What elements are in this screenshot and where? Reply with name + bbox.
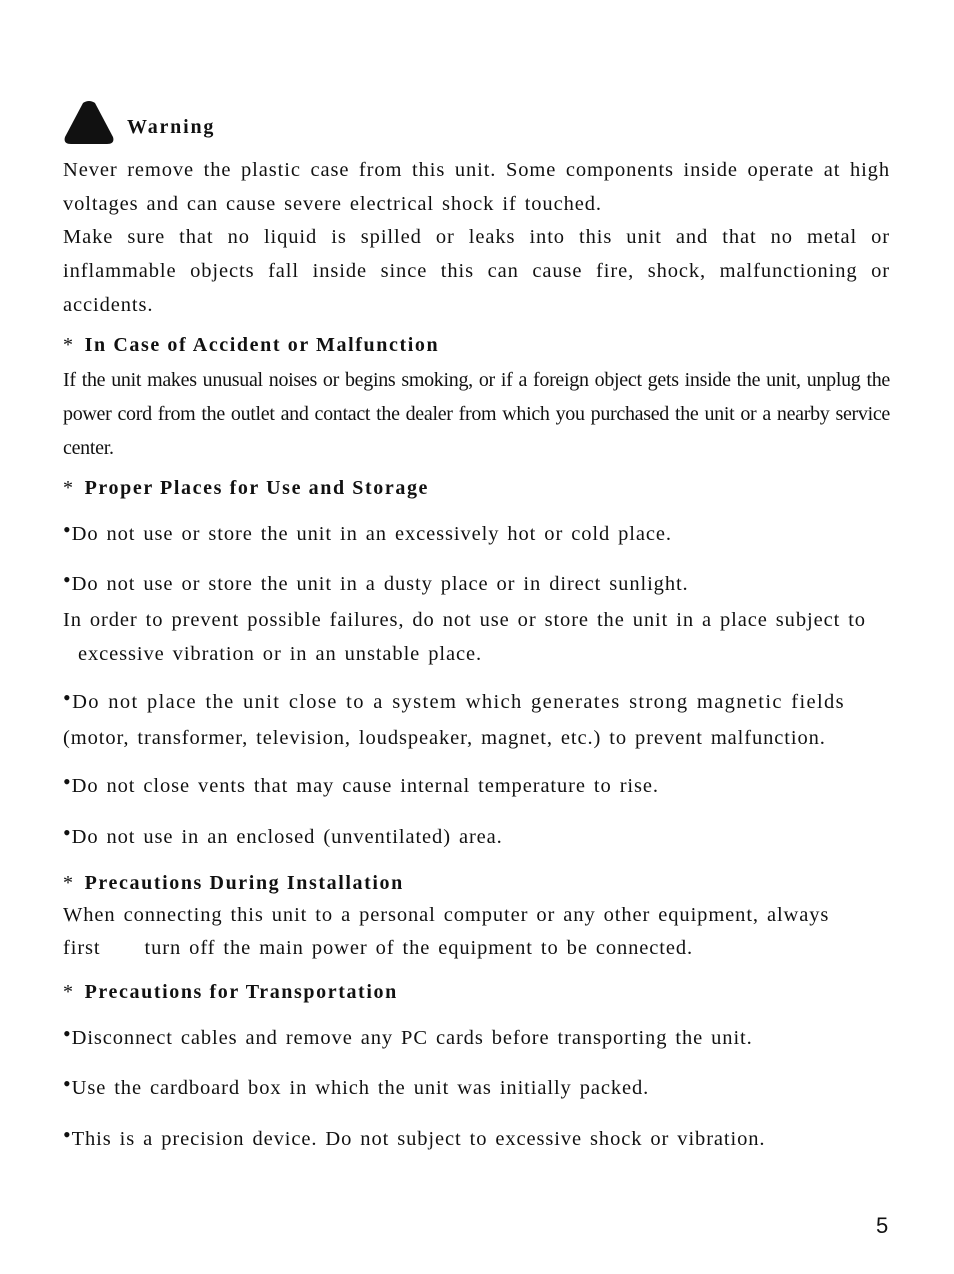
bullet-dot: • xyxy=(63,769,72,794)
installation-line-2 xyxy=(63,937,890,960)
heading-asterisk: * xyxy=(63,981,75,1003)
transport-title: Precautions for Transportation xyxy=(84,981,398,1003)
heading-asterisk: * xyxy=(63,872,75,894)
bullet-text: Disconnect cables and remove any PC cards before transporting the unit. xyxy=(71,1027,753,1049)
bullet-dot: • xyxy=(63,820,72,845)
warning-triangle-icon xyxy=(63,100,115,146)
bullet-text: Do not place the unit close to a system which generates strong magnetic fields xyxy=(72,691,845,713)
accident-body: If the unit makes unusual noises or begins smoking, or if a foreign object gets inside the unit, unplug the power cord from the outlet and contact the dealer from which you purchased the unit or a nearby service center. xyxy=(63,369,890,459)
storage-heading xyxy=(63,477,890,500)
storage-bullet-1 xyxy=(63,517,890,546)
heading-asterisk: * xyxy=(63,477,75,499)
transport-bullet-1 xyxy=(63,1021,890,1050)
installation-heading xyxy=(63,872,890,895)
installation-line-1: When connecting this unit to a personal computer or any other equipment, always xyxy=(63,904,830,926)
accident-heading xyxy=(63,334,890,357)
storage-bullet-3 xyxy=(63,685,890,714)
storage-bullet-2 xyxy=(63,567,890,596)
bullet-text: Do not use or store the unit in an excessively hot or cold place. xyxy=(71,523,672,545)
bullet-text: Do not use or store the unit in a dusty place or in direct sunlight. xyxy=(71,573,689,595)
installation-title: Precautions During Installation xyxy=(84,872,404,894)
bullet-dot: • xyxy=(63,1071,72,1096)
bullet-text: Do not use in an enclosed (unventilated) area. xyxy=(71,826,503,848)
page-number: 5 xyxy=(876,1213,889,1238)
warning-heading xyxy=(63,98,890,144)
bullet-text: This is a precision device. Do not subject to excessive shock or vibration. xyxy=(71,1128,766,1150)
bullet-dot: • xyxy=(63,1122,72,1147)
bullet-dot: • xyxy=(63,1021,72,1046)
installation-line-2-start: first xyxy=(63,937,101,959)
storage-title: Proper Places for Use and Storage xyxy=(84,477,430,499)
bullet-dot: • xyxy=(63,685,73,710)
warning-paragraph-2: Make sure that no liquid is spilled or leaks into this unit and that no metal or inflammable objects fall inside since this can cause fire, shock, malfunctioning or accidents. xyxy=(63,226,890,316)
installation-line-2-rest: turn off the main power of the equipment to be connected. xyxy=(144,937,694,959)
storage-bullet-3-continuation: (motor, transformer, television, loudspeaker, magnet, etc.) to prevent malfunction. xyxy=(63,727,826,749)
warning-paragraph-1: Never remove the plastic case from this unit. Some components inside operate at high voltages and can cause severe electrical shock if touched. xyxy=(63,159,890,215)
transport-bullet-3 xyxy=(63,1122,890,1151)
bullet-text: Use the cardboard box in which the unit was initially packed. xyxy=(71,1077,650,1099)
storage-bullet-5 xyxy=(63,820,890,849)
bullet-text: Do not close vents that may cause internal temperature to rise. xyxy=(71,775,659,797)
bullet-dot: • xyxy=(63,517,72,542)
heading-asterisk: * xyxy=(63,334,75,356)
storage-note-line-1: In order to prevent possible failures, do not use or store the unit in a place subject to xyxy=(63,609,866,631)
accident-title: In Case of Accident or Malfunction xyxy=(84,334,440,356)
transport-bullet-2 xyxy=(63,1071,890,1100)
bullet-dot: • xyxy=(63,567,72,592)
transport-heading xyxy=(63,981,890,1004)
storage-bullet-4 xyxy=(63,769,890,798)
warning-title: Warning xyxy=(127,116,216,138)
storage-note-line-2: excessive vibration or in an unstable place. xyxy=(78,643,482,665)
